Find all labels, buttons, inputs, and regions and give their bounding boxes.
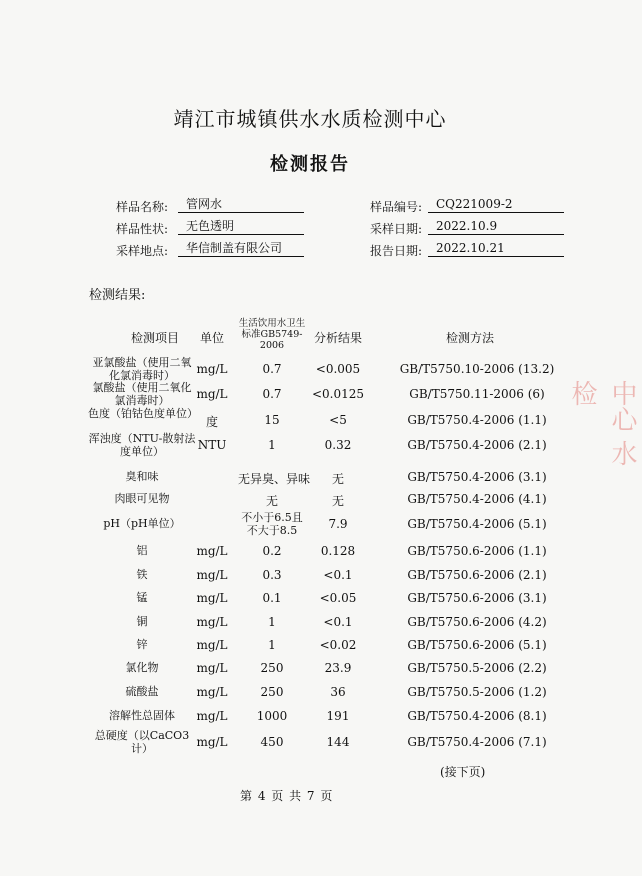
- cell-limit: 1: [268, 615, 276, 629]
- cell-unit: mg/L: [196, 685, 228, 699]
- report-date-label: 报告日期:: [370, 244, 423, 258]
- cell-result: 0.128: [320, 544, 356, 558]
- cell-result: <0.05: [319, 591, 357, 605]
- cell-item: 氯化物: [125, 661, 159, 674]
- cell-result: <0.02: [319, 638, 357, 652]
- header-result: 分析结果: [313, 331, 362, 345]
- cell-method: GB/T5750.6-2006 (5.1): [407, 638, 547, 652]
- cell-limit: 15: [264, 413, 280, 427]
- cell-result: 144: [326, 735, 350, 749]
- cell-item: 总硬度（以CaCO3计）: [94, 729, 190, 755]
- cell-unit: mg/L: [196, 709, 228, 723]
- sample-no-value: CQ221009-2: [428, 196, 564, 213]
- sampling-site-label: 采样地点:: [116, 244, 169, 258]
- report-title: 检测报告: [270, 154, 350, 175]
- cell-unit: mg/L: [196, 387, 228, 401]
- cell-method: GB/T5750.4-2006 (7.1): [407, 735, 547, 749]
- sample-name-value: 管网水: [178, 196, 304, 213]
- seal-stamp: 中心 水 检: [567, 380, 637, 467]
- cell-result: <0.1: [323, 568, 353, 582]
- cell-item: 肉眼可见物: [114, 492, 170, 505]
- cell-unit: mg/L: [196, 615, 228, 629]
- cell-result: 36: [330, 685, 346, 699]
- cell-unit: mg/L: [196, 568, 228, 582]
- cell-method: GB/T5750.6-2006 (3.1): [407, 591, 547, 605]
- header-unit: 单位: [199, 331, 224, 345]
- cell-limit: 0.3: [262, 568, 282, 582]
- cell-method: GB/T5750.4-2006 (5.1): [407, 517, 547, 531]
- cell-result: 23.9: [324, 661, 352, 675]
- results-heading: 检测结果:: [89, 288, 146, 303]
- cell-item: 硫酸盐: [125, 685, 159, 698]
- cell-result: <0.1: [323, 615, 353, 629]
- sampling-date-value: 2022.10.9: [428, 218, 564, 235]
- cell-limit: 无异臭、异味: [238, 472, 311, 486]
- cell-limit: 1: [268, 438, 276, 452]
- cell-limit: 0.2: [262, 544, 282, 558]
- cell-method: GB/T5750.6-2006 (1.1): [407, 544, 547, 558]
- header-method: 检测方法: [445, 331, 494, 345]
- cell-item: 铝: [136, 544, 148, 557]
- sample-state-value: 无色透明: [178, 218, 304, 235]
- cell-item: 亚氯酸盐（使用二氧化氯消毒时）: [92, 356, 192, 382]
- cell-result: 7.9: [328, 517, 348, 531]
- cell-method: GB/T5750.6-2006 (2.1): [407, 568, 547, 582]
- header-item: 检测项目: [130, 331, 179, 345]
- continued-note: (接下页): [440, 765, 486, 779]
- cell-limit: 450: [260, 735, 284, 749]
- cell-result: <5: [329, 413, 347, 427]
- header-standard: 生活饮用水卫生标准GB5749-2006: [238, 318, 306, 351]
- cell-method: GB/T5750.11-2006 (6): [409, 387, 545, 401]
- cell-unit: mg/L: [196, 735, 228, 749]
- cell-unit: mg/L: [196, 362, 228, 376]
- cell-method: GB/T5750.6-2006 (4.2): [407, 615, 547, 629]
- cell-result: 无: [331, 472, 344, 486]
- cell-method: GB/T5750.4-2006 (1.1): [407, 413, 547, 427]
- cell-limit: 不小于6.5且不大于8.5: [241, 511, 303, 537]
- cell-limit: 无: [265, 494, 278, 508]
- cell-method: GB/T5750.5-2006 (1.2): [407, 685, 547, 699]
- cell-item: 色度（铂钴色度单位）: [88, 407, 198, 420]
- cell-item: 臭和味: [125, 470, 159, 483]
- cell-method: GB/T5750.4-2006 (4.1): [407, 492, 547, 506]
- cell-limit: 1: [268, 638, 276, 652]
- cell-method: GB/T5750.10-2006 (13.2): [399, 362, 555, 376]
- cell-limit: 250: [260, 661, 284, 675]
- cell-limit: 0.1: [262, 591, 282, 605]
- cell-result: <0.005: [315, 362, 361, 376]
- cell-item: 氯酸盐（使用二氧化氯消毒时）: [92, 381, 192, 407]
- cell-unit: NTU: [197, 438, 227, 452]
- sample-state-label: 样品性状:: [116, 222, 169, 236]
- cell-limit: 1000: [256, 709, 288, 723]
- cell-method: GB/T5750.4-2006 (8.1): [407, 709, 547, 723]
- cell-item: 锰: [136, 591, 148, 604]
- cell-unit: 度: [205, 415, 218, 429]
- cell-method: GB/T5750.4-2006 (2.1): [407, 438, 547, 452]
- report-date-value: 2022.10.21: [428, 240, 564, 257]
- sampling-site-value: 华信制盖有限公司: [178, 240, 304, 257]
- sample-no-label: 样品编号:: [370, 200, 423, 214]
- cell-result: <0.0125: [311, 387, 365, 401]
- cell-unit: mg/L: [196, 638, 228, 652]
- cell-result: 191: [326, 709, 350, 723]
- cell-item: 锌: [136, 638, 148, 651]
- cell-limit: 0.7: [262, 387, 282, 401]
- cell-item: 铜: [136, 615, 148, 628]
- cell-result: 0.32: [324, 438, 352, 452]
- cell-item: pH（pH单位）: [103, 517, 181, 530]
- cell-item: 溶解性总固体: [109, 709, 175, 722]
- cell-method: GB/T5750.5-2006 (2.2): [407, 661, 547, 675]
- organization-title: 靖江市城镇供水水质检测中心: [173, 107, 447, 131]
- cell-item: 浑浊度（NTU-散射法度单位）: [88, 432, 196, 458]
- cell-unit: mg/L: [196, 544, 228, 558]
- cell-limit: 250: [260, 685, 284, 699]
- cell-unit: mg/L: [196, 591, 228, 605]
- page-number: 第 4 页 共 7 页: [240, 789, 334, 803]
- sample-name-label: 样品名称:: [116, 200, 169, 214]
- sampling-date-label: 采样日期:: [370, 222, 423, 236]
- cell-item: 铁: [136, 568, 148, 581]
- cell-result: 无: [331, 494, 344, 508]
- cell-unit: mg/L: [196, 661, 228, 675]
- cell-method: GB/T5750.4-2006 (3.1): [407, 470, 547, 484]
- cell-limit: 0.7: [262, 362, 282, 376]
